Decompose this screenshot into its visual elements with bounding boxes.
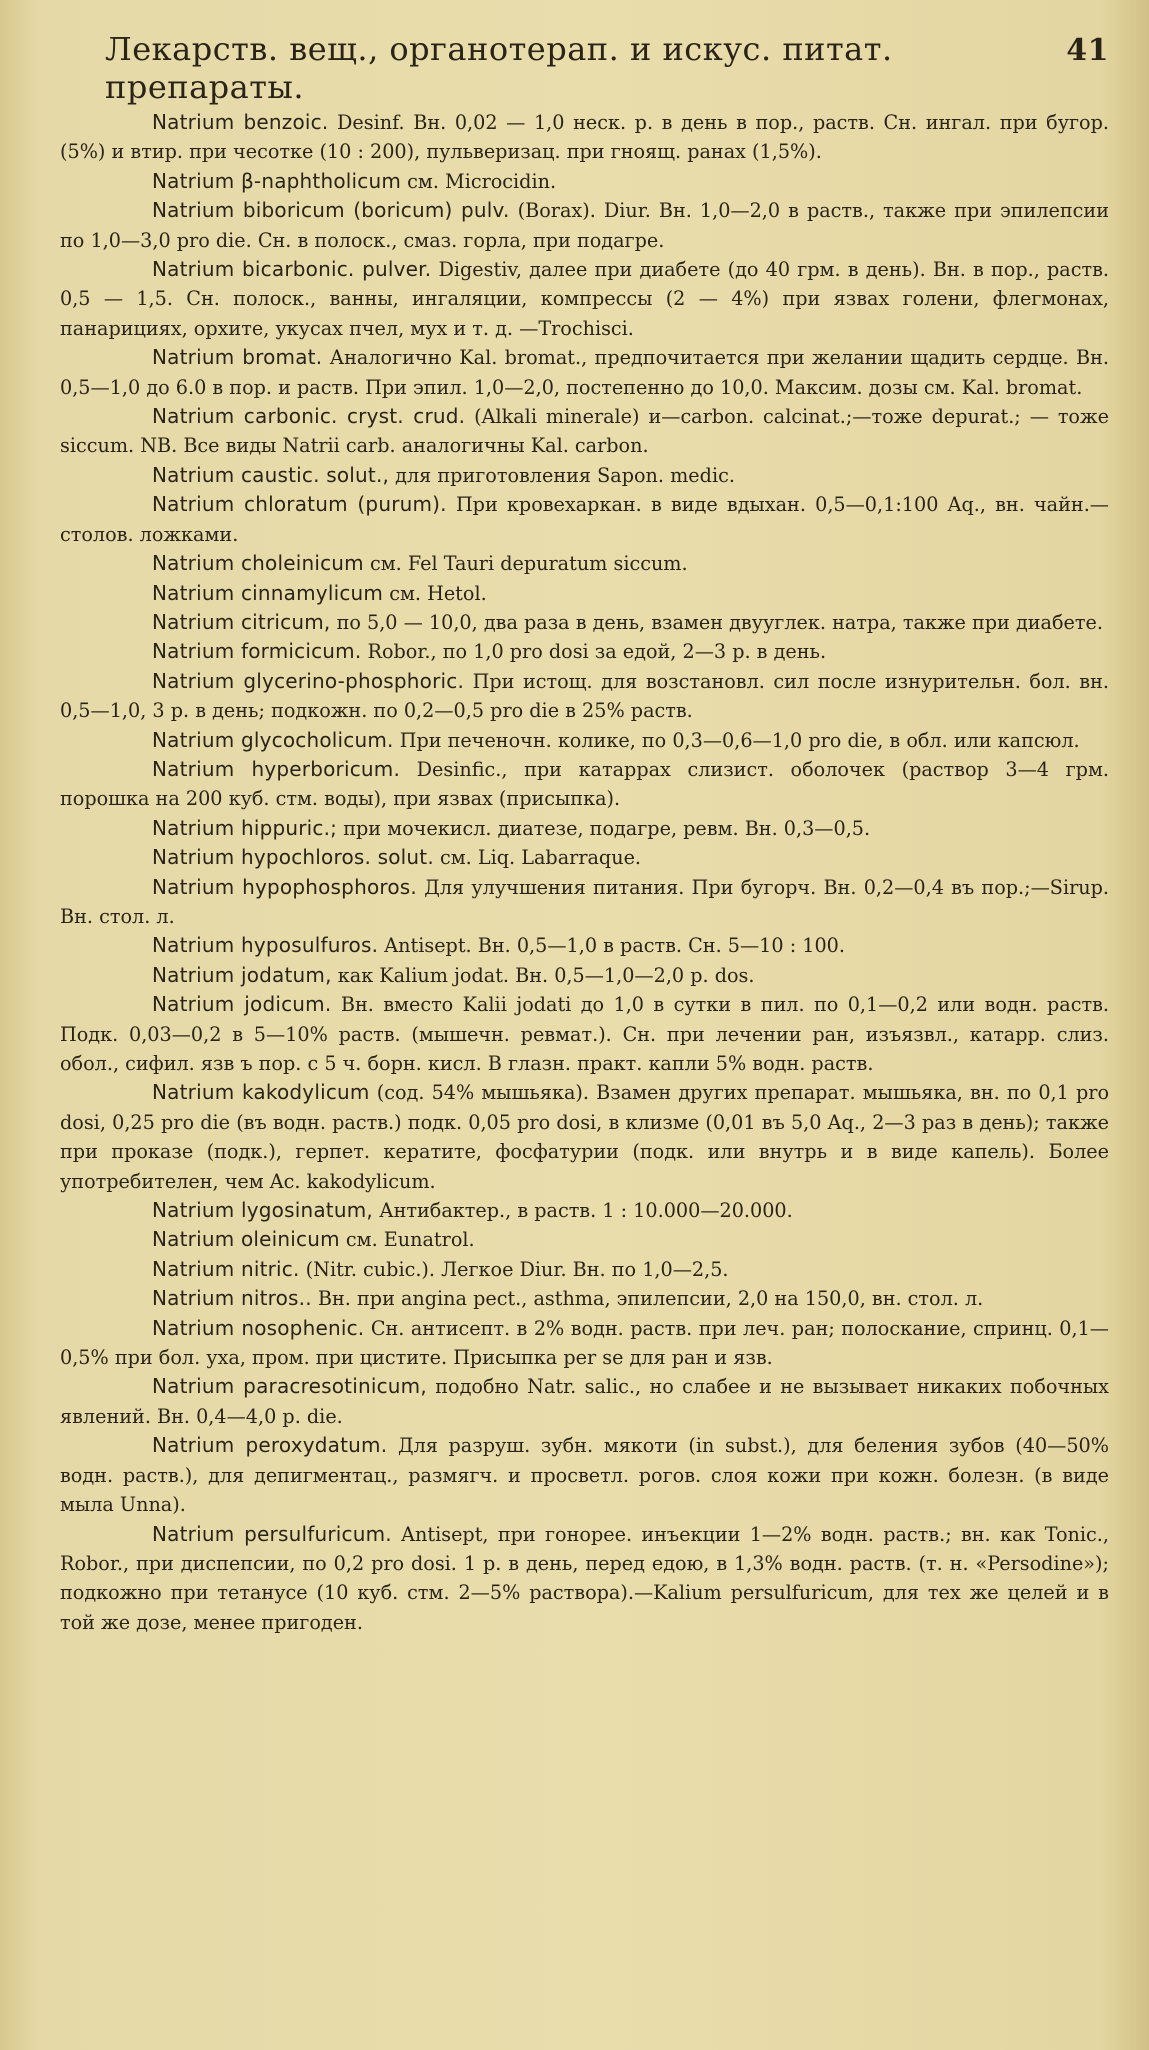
entry-text: Для разруш. зубн. мякоти (in subst.), для беления зубов (40—50% водн. раств.), для депигментац., размягч. и просветл. рогов. слоя кожи при кожн. болезн. (в виде мыла Unna). xyxy=(60,1434,1109,1517)
entry-text: Antisept, при гонорее. инъекции 1—2% водн. раств.; вн. как Tonic., Robor., при диспепсии, по 0,2 pro dosi. 1 р. в день, перед едою, в 1,3% водн. раств. (т. н. «Persodine»); подкожно при тетанусе (10 куб. стм. 2—5% раствора).—Kalium persulfuricum, для тех же целей и в той же дозе, менее пригоден. xyxy=(60,1522,1109,1634)
page-header xyxy=(105,30,1109,106)
dictionary-entry xyxy=(60,608,1109,637)
dictionary-entry xyxy=(60,579,1109,608)
dictionary-entry xyxy=(60,255,1109,343)
entry-term: Natrium benzoic. xyxy=(152,110,329,134)
entry-text: подобно Natr. salic., но слабее и не вызывает никаких побочных явлений. Вн. 0,4—4,0 р. die. xyxy=(60,1375,1109,1428)
entry-term: Natrium glycerino-phosphoric. xyxy=(152,668,465,693)
entry-text: Desinf. Вн. 0,02 — 1,0 неск. р. в день в пор., раств. Сн. ингал. при бугор. (5%) и втир. при чесотке (10 : 200), пульверизац. при гноящ. ранах (1,5%). xyxy=(60,111,1109,164)
entry-text: см. Liq. Labarraque. xyxy=(440,846,642,870)
entry-text: Вн. при angina pect., asthma, эпилепсии, 2,0 на 150,0, вн. стол. л. xyxy=(317,1287,984,1311)
entry-text: При истощ. для возстановл. сил после изнурительн. бол. вн. 0,5—1,0, 3 р. в день; подкожн. по 0,2—0,5 pro die в 25% раств. xyxy=(60,669,1109,723)
entry-term: Natrium nitros.. xyxy=(152,1286,312,1311)
dictionary-entry xyxy=(60,990,1109,1078)
dictionary-entry xyxy=(60,343,1109,402)
page-number: 41 xyxy=(1066,33,1109,68)
entry-term: Natrium formicicum. xyxy=(152,639,362,664)
entry-term: Natrium hyperboricum. xyxy=(152,756,401,781)
dictionary-entry xyxy=(60,1520,1109,1638)
entry-term: Natrium kakodylicum xyxy=(152,1080,370,1105)
entry-text: Аналогично Kal. bromat., предпочитается при желании щадить сердце. Вн. 0,5—1,0 до 6.0 в пор. и раств. При эпил. 1,0—2,0, постепенно до 10,0. Максим. дозы см. Kal. bromat. xyxy=(60,346,1109,399)
dictionary-entry xyxy=(60,726,1109,755)
dictionary-entry xyxy=(60,814,1109,843)
entry-text: при мочекисл. диатезе, подагре, ревм. Вн. 0,3—0,5. xyxy=(343,816,871,840)
entry-term: Natrium bicarbonic. pulver. xyxy=(152,257,432,282)
dictionary-entry xyxy=(60,167,1109,196)
entry-term: Natrium oleinicum xyxy=(152,1227,340,1252)
entry-term: Natrium biboricum (boricum) pulv. xyxy=(152,198,510,223)
entry-text: см. Hetol. xyxy=(389,581,487,605)
dictionary-entry xyxy=(60,490,1109,549)
dictionary-entry xyxy=(60,931,1109,960)
entry-term: Natrium citricum, xyxy=(152,609,331,634)
dictionary-entry xyxy=(60,843,1109,872)
entry-text: При печеночн. колике, по 0,3—0,6—1,0 pro die, в обл. или капсюл. xyxy=(399,728,1080,752)
entry-text: Antisept. Вн. 0,5—1,0 в раств. Сн. 5—10 : 100. xyxy=(384,934,845,958)
entry-text: см. Fel Tauri depuratum siccum. xyxy=(369,552,688,576)
entry-term: Natrium jodatum, xyxy=(152,962,332,987)
entry-text: для приготовления Sapon. medic. xyxy=(395,463,735,487)
entry-text: При кровехаркан. в виде вдыхан. 0,5—0,1:100 Aq., вн. чайн.—столов. ложками. xyxy=(60,493,1109,546)
entry-term: Natrium glycocholicum. xyxy=(152,727,394,752)
entry-term: Natrium carbonic. cryst. crud. xyxy=(152,404,466,429)
entry-text: (Alkali minerale) и—carbon. calcinat.;—тоже depurat.; — тоже siccum. NB. Все виды Natrii carb. аналогичны Kal. carbon. xyxy=(60,405,1109,458)
entry-term: Natrium hypophosphoros. xyxy=(152,874,417,899)
entry-term: Natrium cinnamylicum xyxy=(152,580,384,605)
dictionary-entry xyxy=(60,461,1109,490)
entry-text: как Kalium jodat. Вн. 0,5—1,0—2,0 р. dos. xyxy=(337,963,755,987)
entry-text: Для улучшения питания. При бугорч. Вн. 0,2—0,4 въ пор.;—Sirup. Вн. стол. л. xyxy=(60,875,1109,928)
entry-term: Natrium chloratum (purum). xyxy=(152,492,447,517)
running-title: Лекарств. вещ., органотерап. и искус. питат. препараты. xyxy=(105,30,893,106)
entry-text: Вн. вместо Kalii jodati до 1,0 в сутки в пил. по 0,1—0,2 или водн. раств. Подк. 0,03—0,2 в 5—10% раств. (мышечн. ревмат.). Сн. при лечении ран, изъязвл., катарр. слиз. обол., сифил. язв ъ пор. с 5 ч. борн. кисл. В глазн. практ. капли 5% водн. раств. xyxy=(60,993,1109,1075)
entry-term: Natrium paracresotinicum, xyxy=(152,1374,427,1399)
entry-term: Natrium hyposulfuros. xyxy=(152,933,379,958)
entry-text: (Borax). Diur. Вн. 1,0—2,0 в раств., также при эпилепсии по 1,0—3,0 pro die. Сн. в полоск., смаз. горла, при подагре. xyxy=(60,199,1109,252)
dictionary-body xyxy=(60,108,1109,1637)
dictionary-entry xyxy=(60,1196,1109,1225)
dictionary-entry xyxy=(60,667,1109,726)
dictionary-entry xyxy=(60,1284,1109,1313)
dictionary-entry xyxy=(60,108,1109,167)
dictionary-entry xyxy=(60,1255,1109,1284)
entry-term: Natrium persulfuricum. xyxy=(152,1521,392,1546)
dictionary-entry xyxy=(60,637,1109,666)
entry-term: Natrium choleinicum xyxy=(152,551,364,576)
dictionary-entry xyxy=(60,196,1109,255)
entry-text: Desinfic., при катаррах слизист. оболочек (раствор 3—4 грм. порошка на 200 куб. стм. воды), при язвах (присыпка). xyxy=(60,757,1109,811)
entry-text: (сод. 54% мышьяка). Взамен других препарат. мышьяка, вн. по 0,1 pro dosi, 0,25 pro die (въ водн. раств.) подк. 0,05 pro dosi, в клизме (0,01 въ 5,0 Aq., 2—3 раз в день); также при проказе (подк.), герпет. кератите, фосфатурии (подк. или внутрь и в виде капель). Более употребителен, чем Ac. kakodylicum. xyxy=(60,1081,1109,1193)
entry-term: Natrium hypochloros. solut. xyxy=(152,845,434,870)
dictionary-entry xyxy=(60,961,1109,990)
entry-text: Сн. антисепт. в 2% водн. раств. при леч. ран; полоскание, спринц. 0,1—0,5% при бол. уха, пром. при цистите. Присыпка per se для ран и язв. xyxy=(60,1316,1109,1370)
dictionary-entry xyxy=(60,1431,1109,1519)
entry-term: Natrium nitric. xyxy=(152,1256,300,1281)
entry-text: Robor., по 1,0 pro dosi за едой, 2—3 р. в день. xyxy=(367,640,827,664)
entry-term: Natrium hippuric.; xyxy=(152,815,338,840)
entry-term: Natrium lygosinatum, xyxy=(152,1198,373,1223)
entry-term: Natrium bromat. xyxy=(152,345,323,370)
entry-text: см. Microcidin. xyxy=(407,169,557,193)
entry-term: Natrium nosophenic. xyxy=(152,1315,365,1340)
dictionary-entry xyxy=(60,755,1109,814)
entry-text: Антибактер., в раств. 1 : 10.000—20.000. xyxy=(379,1199,793,1223)
dictionary-entry xyxy=(60,873,1109,932)
dictionary-entry xyxy=(60,1372,1109,1431)
dictionary-entry xyxy=(60,1314,1109,1373)
dictionary-entry xyxy=(60,402,1109,461)
entry-term: Natrium peroxydatum. xyxy=(152,1433,388,1458)
entry-text: по 5,0 — 10,0, два раза в день, взамен двууглек. натра, также при диабете. xyxy=(336,610,1103,634)
entry-text: см. Eunatrol. xyxy=(345,1228,475,1252)
entry-text: Digestiv, далее при диабете (до 40 грм. в день). Вн. в пор., раств. 0,5 — 1,5. Сн. полоск., ванны, ингаляции, компрессы (2 — 4%) при язвах голени, флегмонах, панарициях, орхите, укусах пчел, мух и т. д. —Trochisci. xyxy=(60,258,1109,340)
entry-term: Natrium β-naphtholicum xyxy=(152,168,402,193)
entry-text: (Nitr. cubic.). Легкое Diur. Вн. по 1,0—2,5. xyxy=(305,1257,729,1281)
dictionary-entry xyxy=(60,1078,1109,1196)
dictionary-entry xyxy=(60,549,1109,578)
entry-term: Natrium caustic. solut., xyxy=(152,462,390,487)
dictionary-entry xyxy=(60,1225,1109,1254)
entry-term: Natrium jodicum. xyxy=(152,992,332,1017)
